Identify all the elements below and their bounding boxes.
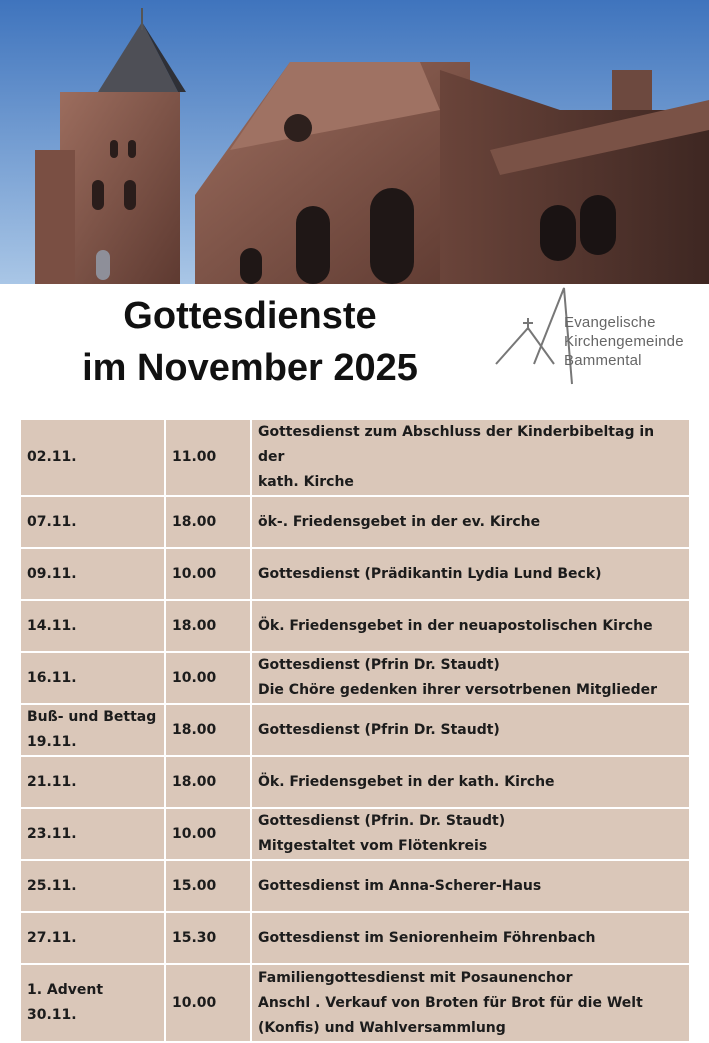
service-date [20,704,165,756]
service-time: 10.00 [165,652,251,704]
service-time: 10.00 [165,808,251,860]
service-description-line: Mitgestaltet vom Flötenkreis [258,838,488,854]
service-row [20,860,690,912]
service-description [251,912,690,964]
service-row [20,756,690,808]
service-description [251,652,690,704]
service-description [251,964,690,1042]
title-line-1: Gottesdienste [123,295,377,337]
service-description-line: Die Chöre gedenken ihrer versotrbenen Mitglieder [258,682,657,698]
service-description-line: Familiengottesdienst mit Posaunenchor [258,969,573,986]
service-date [20,652,165,704]
service-time: 18.00 [165,600,251,652]
service-time: 18.00 [165,756,251,808]
service-date-line: 14.11. [27,617,77,634]
service-row [20,496,690,548]
service-date-line: 23.11. [27,825,77,842]
service-description-line: Gottesdienst (Pfrin Dr. Staudt) [258,657,500,673]
service-schedule-table [19,418,691,1043]
service-row [20,964,690,1042]
service-time: 10.00 [165,548,251,600]
service-date-line: 25.11. [27,877,77,894]
service-description-line: Gottesdienst im Anna-Scherer-Haus [258,877,542,894]
logo-line-3: Bammental [564,352,642,369]
service-description [251,756,690,808]
service-description [251,808,690,860]
service-date-line: 07.11. [27,513,77,530]
service-description [251,548,690,600]
service-date-line: 1. Advent [27,982,104,998]
service-description-line: Gottesdienst (Pfrin Dr. Staudt) [258,721,500,738]
service-row [20,652,690,704]
service-description [251,600,690,652]
service-date-line: Buß- und Bettag [27,709,157,725]
service-row [20,808,690,860]
service-description-line: Gottesdienst (Prädikantin Lydia Lund Beck) [258,565,602,582]
service-date [20,548,165,600]
service-time: 15.30 [165,912,251,964]
service-description [251,496,690,548]
church-logo [492,284,707,394]
logo-line-2: Kirchengemeinde [564,333,684,350]
service-row [20,548,690,600]
service-date-line: 27.11. [27,929,77,946]
service-date [20,600,165,652]
service-date [20,419,165,496]
service-time: 10.00 [165,964,251,1042]
service-time: 18.00 [165,496,251,548]
service-time: 18.00 [165,704,251,756]
service-description-line: ök-. Friedensgebet in der ev. Kirche [258,513,541,530]
service-date-line: 16.11. [27,669,77,686]
service-row [20,704,690,756]
service-row [20,600,690,652]
page-title [40,290,460,394]
service-description-line: Ök. Friedensgebet in der neuapostolischen Kirche [258,617,653,634]
service-description-line: Gottesdienst zum Abschluss der Kinderbibeltag in der [258,424,655,465]
service-date-line: 30.11. [27,1007,77,1023]
service-row [20,912,690,964]
service-description [251,704,690,756]
service-date-line: 19.11. [27,734,77,750]
service-date [20,496,165,548]
service-date-line: 09.11. [27,565,77,582]
service-date [20,964,165,1042]
service-time: 11.00 [165,419,251,496]
service-date [20,912,165,964]
service-date-line: 02.11. [27,449,77,465]
service-date-line: 21.11. [27,773,77,790]
service-time: 15.00 [165,860,251,912]
logo-line-1: Evangelische [564,314,656,331]
title-line-2: im November 2025 [82,347,418,389]
service-description-line: Anschl . Verkauf von Broten für Brot für die Welt [258,994,643,1011]
service-description [251,860,690,912]
service-description [251,419,690,496]
service-description-line: Gottesdienst (Pfrin. Dr. Staudt) [258,813,506,829]
service-date [20,808,165,860]
service-description-line: Ök. Friedensgebet in der kath. Kirche [258,773,555,790]
service-date [20,756,165,808]
church-photo [0,0,709,284]
service-row [20,419,690,496]
service-description-line: kath. Kirche [258,474,354,490]
service-description-line: Gottesdienst im Seniorenheim Föhrenbach [258,929,596,946]
service-date [20,860,165,912]
service-description-line: (Konfis) und Wahlversammlung [258,1019,506,1036]
